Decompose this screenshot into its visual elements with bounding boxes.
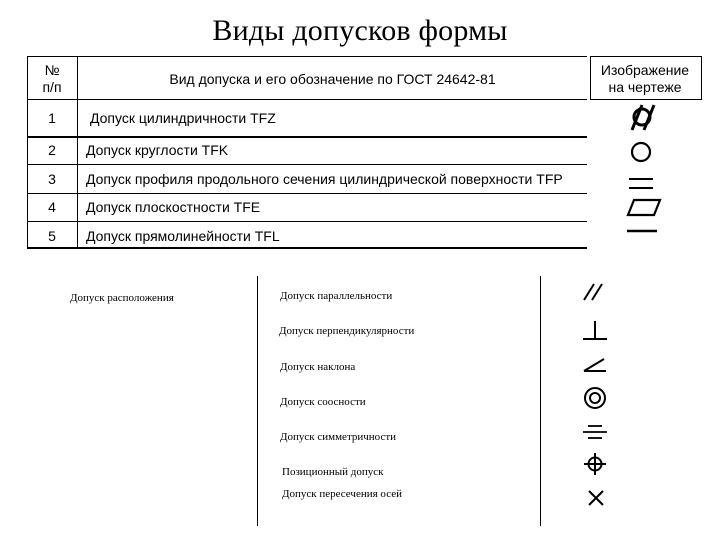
angularity-icon: [580, 354, 610, 378]
circularity-icon: [626, 139, 656, 165]
row-number: 1: [48, 110, 56, 126]
row-number: 2: [48, 142, 56, 158]
location-item-name: Допуск перпендикулярности: [279, 325, 415, 337]
straightness-icon: [624, 225, 660, 237]
concentricity-icon: [580, 384, 610, 412]
row-name: Допуск цилиндричности TFZ: [90, 110, 276, 126]
row-separator: [27, 221, 587, 222]
row-name: Допуск плоскостности TFE: [86, 199, 261, 215]
location-item-name: Допуск симметричности: [280, 431, 397, 443]
position-icon: [580, 451, 610, 477]
cylindricity-icon: [620, 102, 660, 134]
axis-intersection-icon: [582, 486, 610, 510]
page-title: Виды допусков формы: [212, 14, 508, 47]
row-separator: [27, 164, 587, 165]
column-divider: [257, 276, 258, 526]
row-number: 3: [48, 171, 56, 187]
row-number: 4: [48, 199, 56, 215]
location-item-name: Допуск наклона: [280, 361, 356, 373]
location-group-label: Допуск расположения: [70, 292, 174, 304]
location-item-name: Позиционный допуск: [282, 466, 384, 478]
perpendicularity-icon: [580, 318, 610, 344]
row-name: Допуск профиля продольного сечения цилиндрической поверхности TFP: [86, 171, 563, 187]
profile-section-icon: [625, 174, 657, 194]
location-item-name: Допуск пересечения осей: [282, 488, 402, 500]
row-number: 5: [48, 228, 56, 244]
symmetry-icon: [580, 420, 610, 444]
header-kind: Вид допуска и его обозначение по ГОСТ 24642-81: [169, 71, 496, 87]
flatness-icon: [624, 196, 664, 218]
row-name: Допуск круглости TFK: [86, 142, 229, 158]
row-separator: [27, 136, 587, 138]
column-divider: [540, 276, 541, 526]
parallelism-icon: [580, 280, 610, 304]
location-item-name: Допуск соосности: [280, 396, 366, 408]
row-separator: [27, 193, 587, 194]
row-separator: [27, 99, 587, 100]
header-image: Изображение на чертеже: [600, 62, 690, 95]
row-name: Допуск прямолинейности TFL: [86, 228, 280, 244]
header-number: № п/п: [42, 62, 62, 95]
location-item-name: Допуск параллельности: [280, 290, 393, 302]
